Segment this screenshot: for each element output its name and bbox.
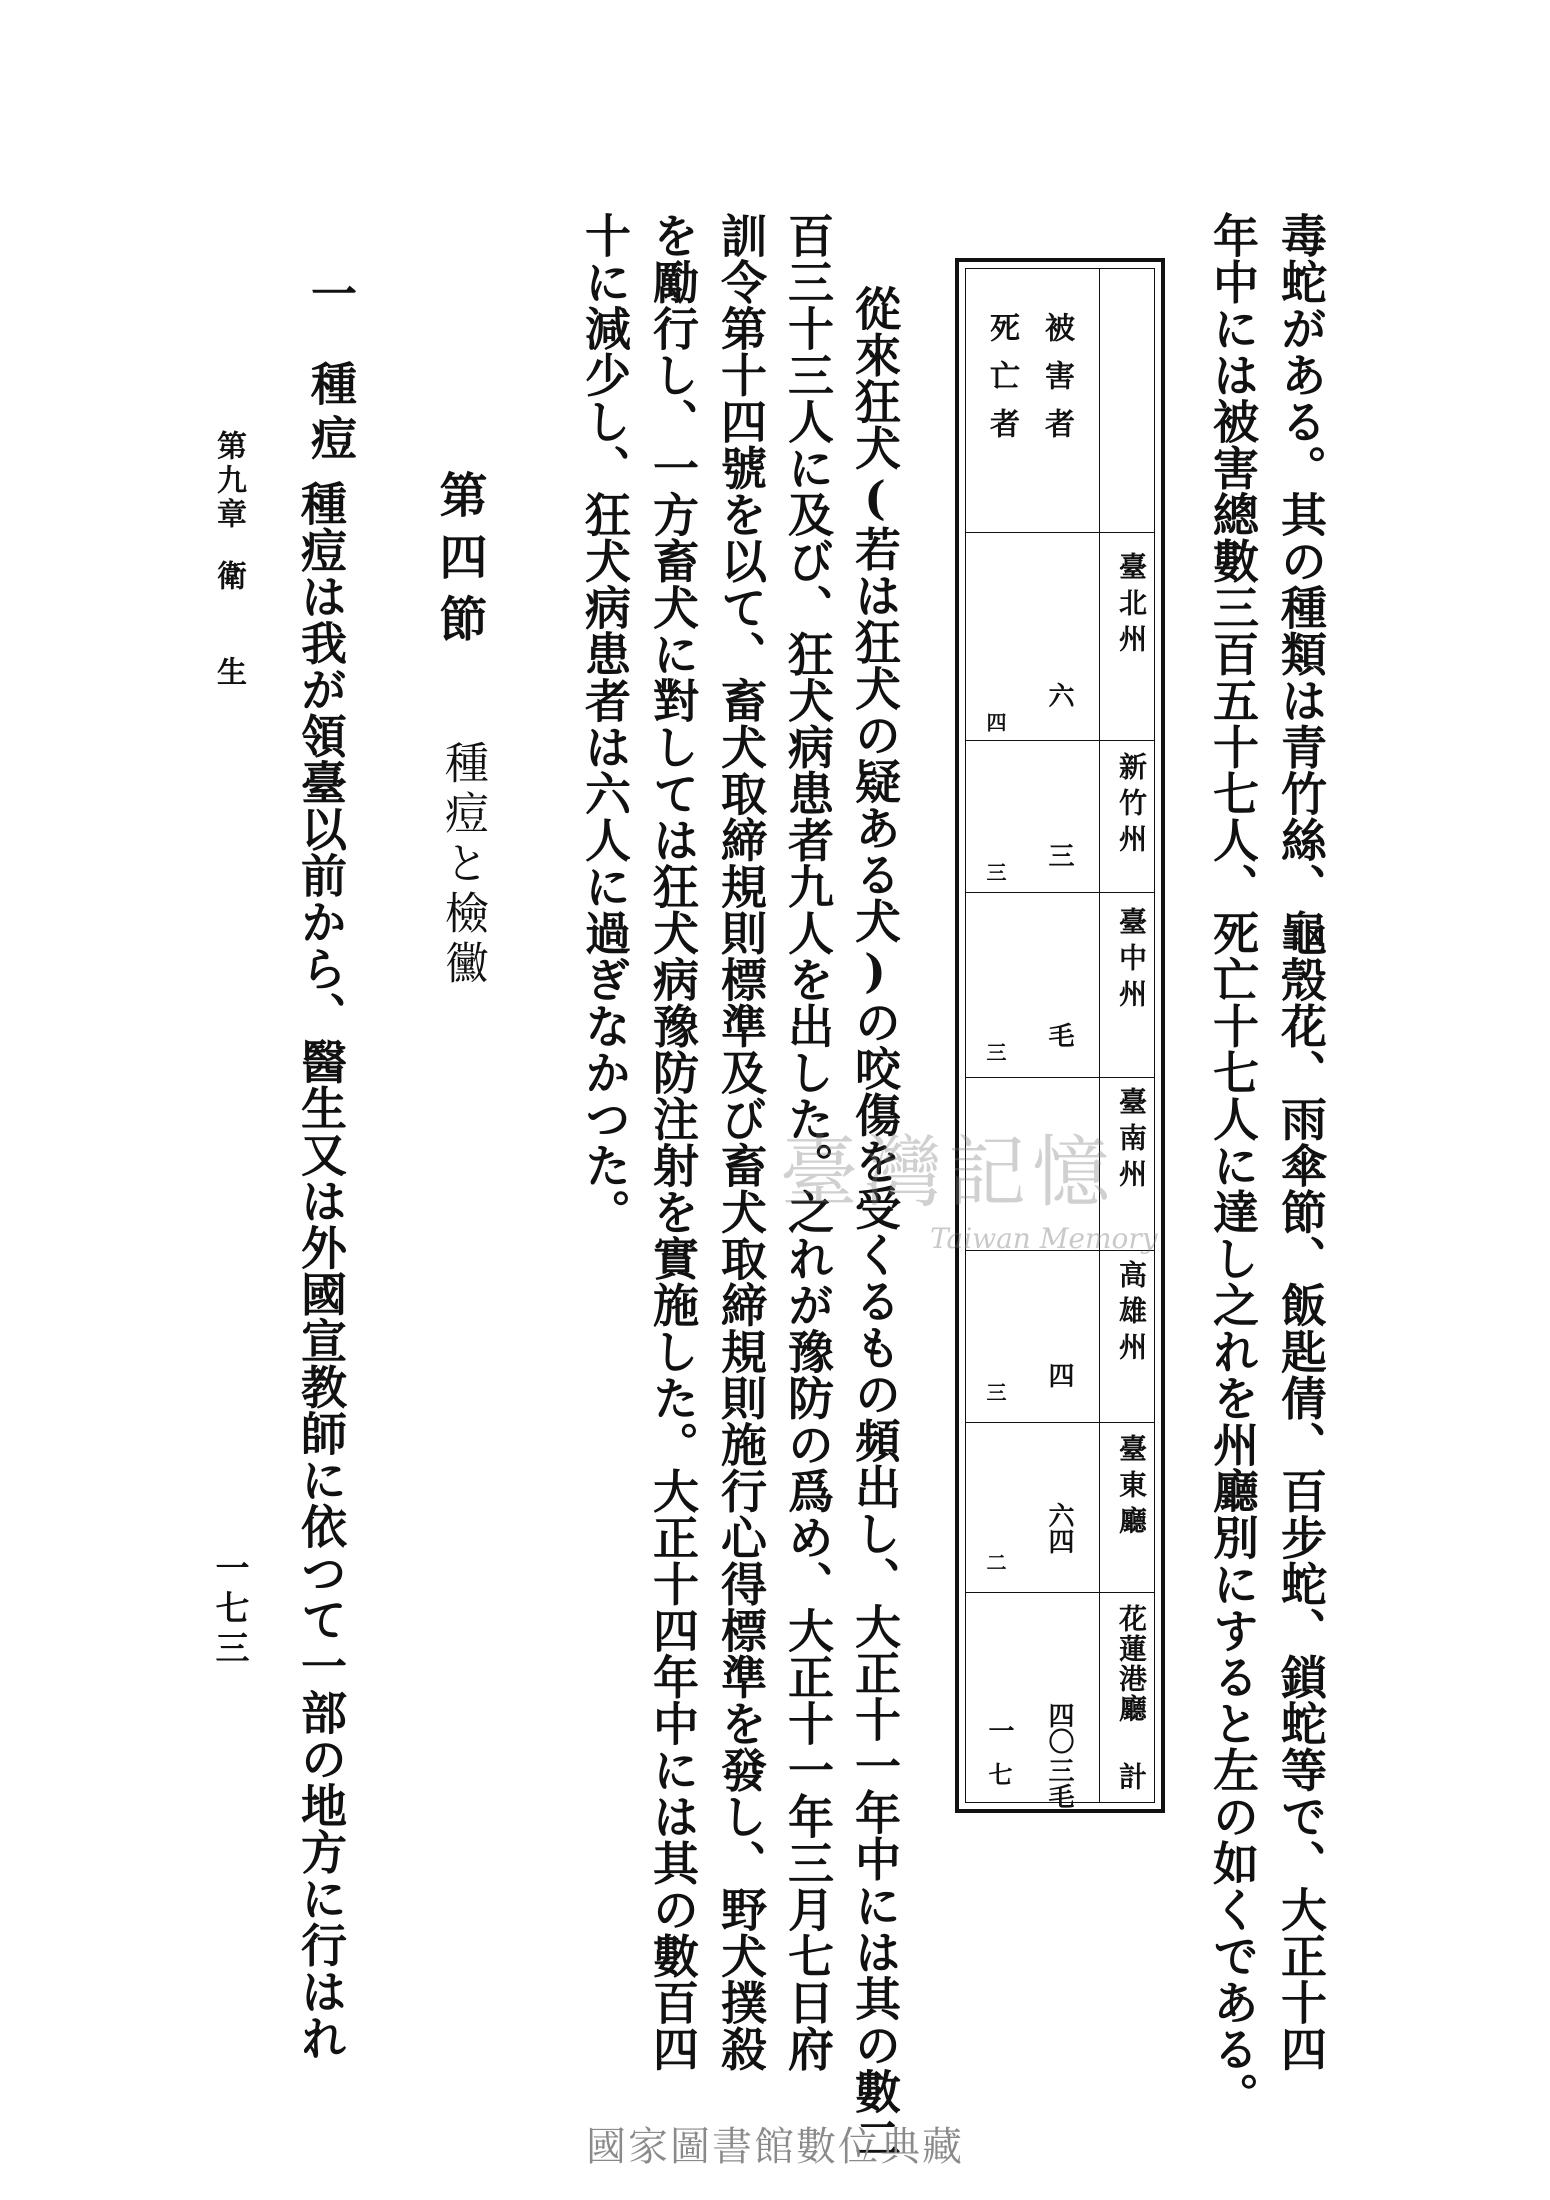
- item-text: 種痘は我が領臺以前から、醫生又は外國宣教師に依つて一部の地方に行はれ: [294, 480, 348, 2061]
- section-title: 第四節: [431, 470, 487, 656]
- casualty-table: [955, 258, 1165, 1813]
- body-text-column-4: 百三十三人に及び、狂犬病患者九人を出した。之れが豫防の爲め、大正十一年三月七日府: [781, 212, 835, 2072]
- page-number: 一七三: [209, 1550, 249, 1670]
- table-row-line-1: [965, 740, 1155, 741]
- table-cell-total-injured: 三毛: [1044, 1757, 1074, 1809]
- table-cell-taitung-deaths: 二: [983, 1552, 1007, 1572]
- table-divider-header: [1099, 268, 1100, 1803]
- body-text-column-1: 毒蛇がある。其の種類は青竹絲、龜殼花、雨傘節、飯匙倩、百步蛇、鎖蛇等で、大正十四: [1274, 212, 1328, 2072]
- table-col-header-hsinchu: 新竹州: [1115, 752, 1148, 860]
- table-cell-taitung-injured: 六四: [1044, 1502, 1074, 1554]
- table-cell-taipei-injured: 六: [1044, 682, 1074, 708]
- watermark-logo: 臺灣記憶: [780, 1128, 1117, 1218]
- table-cell-taipei-deaths: 四: [983, 712, 1007, 732]
- table-row-header-deaths: 死亡者: [984, 312, 1019, 456]
- table-col-header-taipei: 臺北州: [1115, 552, 1148, 660]
- footer-chapter: 第九章: [211, 430, 246, 532]
- watermark-logo-en: Taiwan Memory: [930, 1222, 1158, 1255]
- table-cell-taichung-injured: 毛: [1044, 1022, 1074, 1048]
- item-number: 一: [304, 270, 358, 317]
- table-cell-hualien-injured: 四〇: [1044, 1702, 1074, 1754]
- table-col-header-taichung: 臺中州: [1115, 907, 1148, 1015]
- table-row-header-injured: 被害者: [1039, 312, 1074, 456]
- body-text-column-5: 訓令第十四號を以て、畜犬取締規則標準及び畜犬取締規則施行心得標準を發し、野犬撲殺: [714, 212, 768, 2072]
- table-row-line-6: [965, 1592, 1155, 1593]
- table-row-line-5: [965, 1422, 1155, 1423]
- body-text-column-2: 年中には被害總數三百五十七人、死亡十七人に達し之れを州廳別にすると左の如くである。: [1206, 212, 1260, 2119]
- table-row-line-3: [965, 1077, 1155, 1078]
- table-col-header-tainan: 臺南州: [1115, 1087, 1148, 1195]
- section-subtitle: 種痘と檢黴: [437, 740, 488, 990]
- table-row-line-2: [965, 892, 1155, 893]
- table-cell-total-deaths: 七: [984, 1762, 1013, 1786]
- table-cell-hsinchu-deaths: 三: [983, 862, 1007, 882]
- table-col-header-total: 計: [1115, 1762, 1148, 1798]
- table-cell-kaohsiung-deaths: 三: [983, 1382, 1007, 1402]
- table-cell-hsinchu-injured: 三: [1044, 842, 1074, 868]
- table-row-line-0: [965, 532, 1155, 533]
- table-col-header-hualien: 花蓮港廳: [1115, 1604, 1148, 1724]
- body-text-column-3: 從來狂犬(若は狂犬の疑ある犬)の咬傷を受くるもの頻出し、大正十一年中には其の數二: [848, 285, 902, 2161]
- table-col-header-taitung: 臺東廳: [1115, 1434, 1148, 1542]
- table-col-header-kaohsiung: 高雄州: [1115, 1260, 1148, 1368]
- archive-label: 國家圖書館數位典藏: [586, 2124, 964, 2170]
- table-cell-taichung-deaths: 三: [983, 1042, 1007, 1062]
- body-text-column-6: を勵行し、一方畜犬に對しては狂犬病豫防注射を實施した。大正十四年中には其の數百四: [646, 212, 700, 2072]
- table-cell-hualien-deaths: 一: [984, 1717, 1014, 1743]
- body-text-column-7: 十に減少し、狂犬病患者は六人に過ぎなかつた。: [578, 212, 632, 1235]
- footer-title: 衛 生: [211, 560, 246, 704]
- table-cell-kaohsiung-injured: 四: [1044, 1362, 1074, 1388]
- item-label: 種痘: [304, 360, 358, 468]
